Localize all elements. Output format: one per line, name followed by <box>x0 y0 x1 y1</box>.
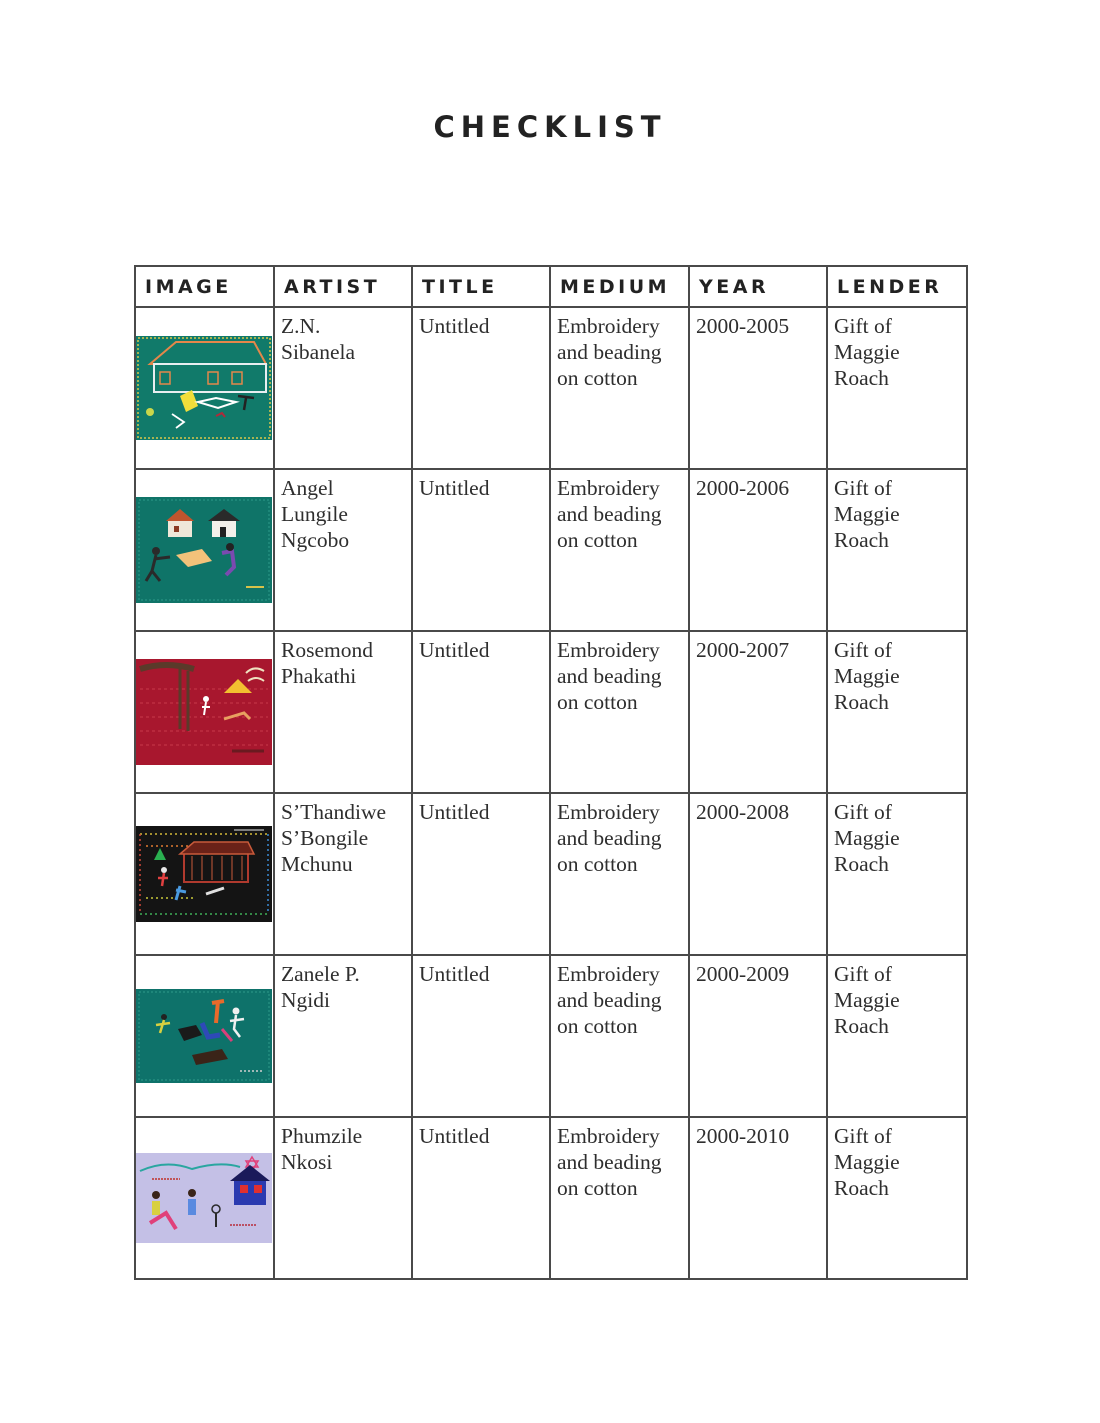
medium-cell <box>550 469 689 631</box>
lender-line: Maggie <box>834 664 900 688</box>
artist-line: Phumzile <box>281 1124 363 1148</box>
medium-line: and beading <box>557 664 662 688</box>
lender-line: Maggie <box>834 502 900 526</box>
medium-line: on cotton <box>557 366 638 390</box>
table-row <box>135 1117 967 1279</box>
lender-cell <box>827 631 967 793</box>
title-cell: Untitled <box>412 1117 550 1279</box>
year-cell: 2000-2005 <box>689 307 827 469</box>
embroidery-artwork-red-tree-icon <box>136 659 272 765</box>
artist-line: Ngidi <box>281 988 330 1012</box>
medium-line: Embroidery <box>557 1124 660 1148</box>
medium-line: on cotton <box>557 1014 638 1038</box>
column-header-year: YEAR <box>689 266 827 307</box>
title-cell: Untitled <box>412 307 550 469</box>
medium-line: Embroidery <box>557 638 660 662</box>
table-row <box>135 469 967 631</box>
medium-line: on cotton <box>557 1176 638 1200</box>
lender-cell <box>827 469 967 631</box>
lender-line: Maggie <box>834 1150 900 1174</box>
year-cell: 2000-2008 <box>689 793 827 955</box>
table-row <box>135 955 967 1117</box>
column-header-image: IMAGE <box>135 266 274 307</box>
lender-line: Roach <box>834 366 889 390</box>
artist-line: S’Bongile <box>281 826 369 850</box>
medium-line: on cotton <box>557 852 638 876</box>
lender-line: Maggie <box>834 826 900 850</box>
lender-line: Gift of <box>834 1124 892 1148</box>
medium-cell <box>550 955 689 1117</box>
artist-line: Zanele P. <box>281 962 360 986</box>
medium-line: and beading <box>557 340 662 364</box>
lender-cell <box>827 1117 967 1279</box>
lender-line: Maggie <box>834 988 900 1012</box>
lender-line: Roach <box>834 1176 889 1200</box>
title-cell: Untitled <box>412 793 550 955</box>
medium-line: Embroidery <box>557 314 660 338</box>
medium-line: and beading <box>557 826 662 850</box>
lender-line: Roach <box>834 852 889 876</box>
lender-line: Gift of <box>834 314 892 338</box>
year-cell: 2000-2006 <box>689 469 827 631</box>
lender-line: Maggie <box>834 340 900 364</box>
image-cell <box>135 793 274 955</box>
artist-line: Nkosi <box>281 1150 333 1174</box>
artist-line: Ngcobo <box>281 528 350 552</box>
embroidery-artwork-teal-houses-icon <box>136 497 272 603</box>
lender-cell <box>827 307 967 469</box>
artist-cell <box>274 793 412 955</box>
artist-line: Z.N. <box>281 314 321 338</box>
lender-line: Gift of <box>834 962 892 986</box>
artist-line: Angel <box>281 476 334 500</box>
artist-cell <box>274 955 412 1117</box>
table-row <box>135 793 967 955</box>
medium-cell <box>550 631 689 793</box>
medium-line: Embroidery <box>557 962 660 986</box>
medium-line: and beading <box>557 502 662 526</box>
medium-line: and beading <box>557 988 662 1012</box>
table-row <box>135 307 967 469</box>
lender-line: Roach <box>834 690 889 714</box>
artist-line: Lungile <box>281 502 348 526</box>
medium-line: and beading <box>557 1150 662 1174</box>
column-header-medium: MEDIUM <box>550 266 689 307</box>
table-header-row <box>135 266 967 307</box>
column-header-lender: LENDER <box>827 266 967 307</box>
medium-cell <box>550 1117 689 1279</box>
embroidery-artwork-teal-figures-icon <box>136 989 272 1083</box>
lender-line: Roach <box>834 1014 889 1038</box>
lender-line: Gift of <box>834 638 892 662</box>
title-cell: Untitled <box>412 955 550 1117</box>
image-cell <box>135 1117 274 1279</box>
medium-line: Embroidery <box>557 800 660 824</box>
artist-line: S’Thandiwe <box>281 800 387 824</box>
year-cell: 2000-2009 <box>689 955 827 1117</box>
column-header-title: TITLE <box>412 266 550 307</box>
lender-cell <box>827 955 967 1117</box>
embroidery-artwork-green-house-icon <box>136 336 272 440</box>
image-cell <box>135 307 274 469</box>
medium-line: on cotton <box>557 528 638 552</box>
artist-line: Rosemond <box>281 638 373 662</box>
medium-cell <box>550 307 689 469</box>
embroidery-artwork-lavender-house-icon <box>136 1153 272 1243</box>
year-cell: 2000-2007 <box>689 631 827 793</box>
artist-line: Sibanela <box>281 340 356 364</box>
medium-line: Embroidery <box>557 476 660 500</box>
artist-cell <box>274 631 412 793</box>
image-cell <box>135 631 274 793</box>
medium-cell <box>550 793 689 955</box>
title-cell: Untitled <box>412 631 550 793</box>
table-row <box>135 631 967 793</box>
lender-cell <box>827 793 967 955</box>
artist-cell <box>274 307 412 469</box>
lender-line: Gift of <box>834 476 892 500</box>
column-header-artist: ARTIST <box>274 266 412 307</box>
year-cell: 2000-2010 <box>689 1117 827 1279</box>
lender-line: Roach <box>834 528 889 552</box>
artist-line: Mchunu <box>281 852 353 876</box>
embroidery-artwork-black-house-icon <box>136 826 272 922</box>
checklist-table <box>134 265 968 1280</box>
page-title: CHECKLIST <box>433 110 667 144</box>
lender-line: Gift of <box>834 800 892 824</box>
medium-line: on cotton <box>557 690 638 714</box>
title-cell: Untitled <box>412 469 550 631</box>
artist-cell <box>274 1117 412 1279</box>
image-cell <box>135 955 274 1117</box>
image-cell <box>135 469 274 631</box>
artist-line: Phakathi <box>281 664 357 688</box>
artist-cell <box>274 469 412 631</box>
